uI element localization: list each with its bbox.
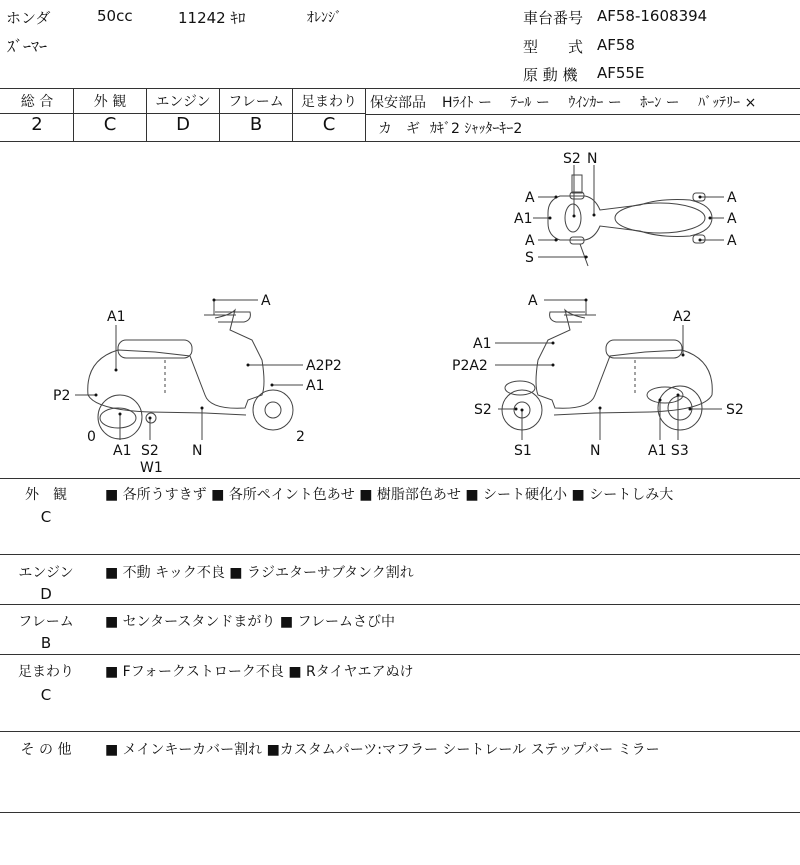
damage-dots [95, 196, 712, 420]
top-view-scooter [548, 175, 712, 266]
section-suspension-label: 足まわり [18, 664, 74, 680]
diag-label: A [727, 190, 737, 206]
color: ｵﾚﾝｼﾞ [307, 10, 342, 26]
diag-label: A [727, 211, 737, 227]
diag-label: N [587, 151, 598, 167]
engine-model-value: AF55E [597, 64, 645, 82]
diag-label: A2 [673, 309, 692, 325]
safety-parts-items: Hﾗｲﾄ ー ﾃｰﾙ ー ｳｲﾝｶｰ ー ﾎｰﾝ ー ﾊﾞｯﾃﾘｰ × [442, 95, 757, 111]
section-frame-label: フレーム [18, 614, 74, 630]
divider [0, 731, 800, 732]
section-engine-items: ■ 不動 キック不良 ■ ラジエターサブタンク割れ [105, 565, 414, 581]
mileage: 11242 ｷﾛ [178, 9, 246, 27]
diag-label: A [727, 233, 737, 249]
section-other-label: そ の 他 [20, 742, 72, 758]
diag-label: S1 [514, 443, 532, 459]
exterior-grade: C [103, 114, 117, 135]
suspension-grade: C [322, 114, 336, 135]
frame-number-label: 車台番号 [523, 9, 584, 27]
section-suspension-grade: C [40, 686, 52, 704]
exterior-grade-label: 外 観 [93, 94, 127, 110]
section-frame-items: ■ センタースタンドまがり ■ フレームさび中 [105, 614, 395, 630]
overall-grade: 2 [31, 114, 43, 135]
section-engine-label: エンジン [18, 565, 74, 581]
divider [0, 654, 800, 655]
diag-label: S2 [141, 443, 159, 459]
frame-grade-label: フレーム [228, 94, 284, 110]
divider [0, 554, 800, 555]
engine-grade-label: エンジン [155, 94, 211, 110]
divider [73, 88, 74, 141]
diag-label: S2 [726, 402, 744, 418]
model-type-value: AF58 [597, 36, 635, 54]
divider [0, 88, 800, 89]
key-value: ｶｷﾞ2 ｼｬｯﾀｰｷｰ2 [430, 121, 523, 137]
diag-label: A1 [514, 211, 533, 227]
section-suspension-items: ■ Fフォークストローク不良 ■ Rタイヤエアぬけ [105, 664, 414, 680]
diag-label: A1 [306, 378, 325, 394]
engine-grade: D [176, 114, 190, 135]
divider [0, 604, 800, 605]
diag-label: A1 [113, 443, 132, 459]
diag-label: A [261, 293, 271, 309]
diag-label: A [525, 190, 535, 206]
model-name: ｽﾞｰﾏｰ [7, 37, 48, 56]
diag-label: A1 [473, 336, 492, 352]
diag-label: S2 [474, 402, 492, 418]
section-exterior-items: ■ 各所うすきず ■ 各所ペイント色あせ ■ 樹脂部色あせ ■ シート硬化小 ■ シートしみ大 [105, 487, 674, 503]
diag-label: A [528, 293, 538, 309]
safety-parts-label: 保安部品 [370, 95, 426, 111]
maker: ホンダ [6, 9, 51, 27]
divider [365, 114, 800, 115]
divider [0, 478, 800, 479]
section-exterior-label: 外 観 [25, 487, 67, 503]
section-exterior-grade: C [40, 508, 52, 526]
diag-label: 0 [87, 429, 96, 445]
displacement: 50cc [97, 7, 133, 25]
divider [219, 88, 220, 141]
section-other-items: ■ メインキーカバー割れ ■カスタムパーツ:マフラー シートレール ステップバー ミラー [105, 742, 660, 758]
diag-label: A1 S3 [648, 443, 689, 459]
overall-grade-label: 総 合 [20, 94, 54, 110]
section-engine-grade: D [40, 585, 52, 603]
diag-label: P2 [53, 388, 71, 404]
model-type-label: 型 式 [523, 38, 584, 56]
engine-model-label: 原 動 機 [523, 66, 578, 84]
diag-label: 2 [296, 429, 305, 445]
diag-label: A2P2 [306, 358, 342, 374]
diag-label: N [192, 443, 203, 459]
diag-label: S [525, 250, 534, 266]
suspension-grade-label: 足まわり [301, 94, 357, 110]
diag-label: W1 [140, 460, 163, 476]
divider [0, 812, 800, 813]
diag-label: A1 [107, 309, 126, 325]
key-label: カ ギ [378, 121, 420, 137]
damage-diagram [0, 142, 800, 478]
divider [365, 88, 366, 141]
divider [146, 88, 147, 141]
divider [292, 88, 293, 141]
diag-label: A [525, 233, 535, 249]
diag-label: N [590, 443, 601, 459]
diag-label: S2 [563, 151, 581, 167]
frame-number-value: AF58-1608394 [597, 7, 708, 25]
frame-grade: B [249, 114, 263, 135]
section-frame-grade: B [40, 634, 52, 652]
diag-label: P2A2 [452, 358, 488, 374]
